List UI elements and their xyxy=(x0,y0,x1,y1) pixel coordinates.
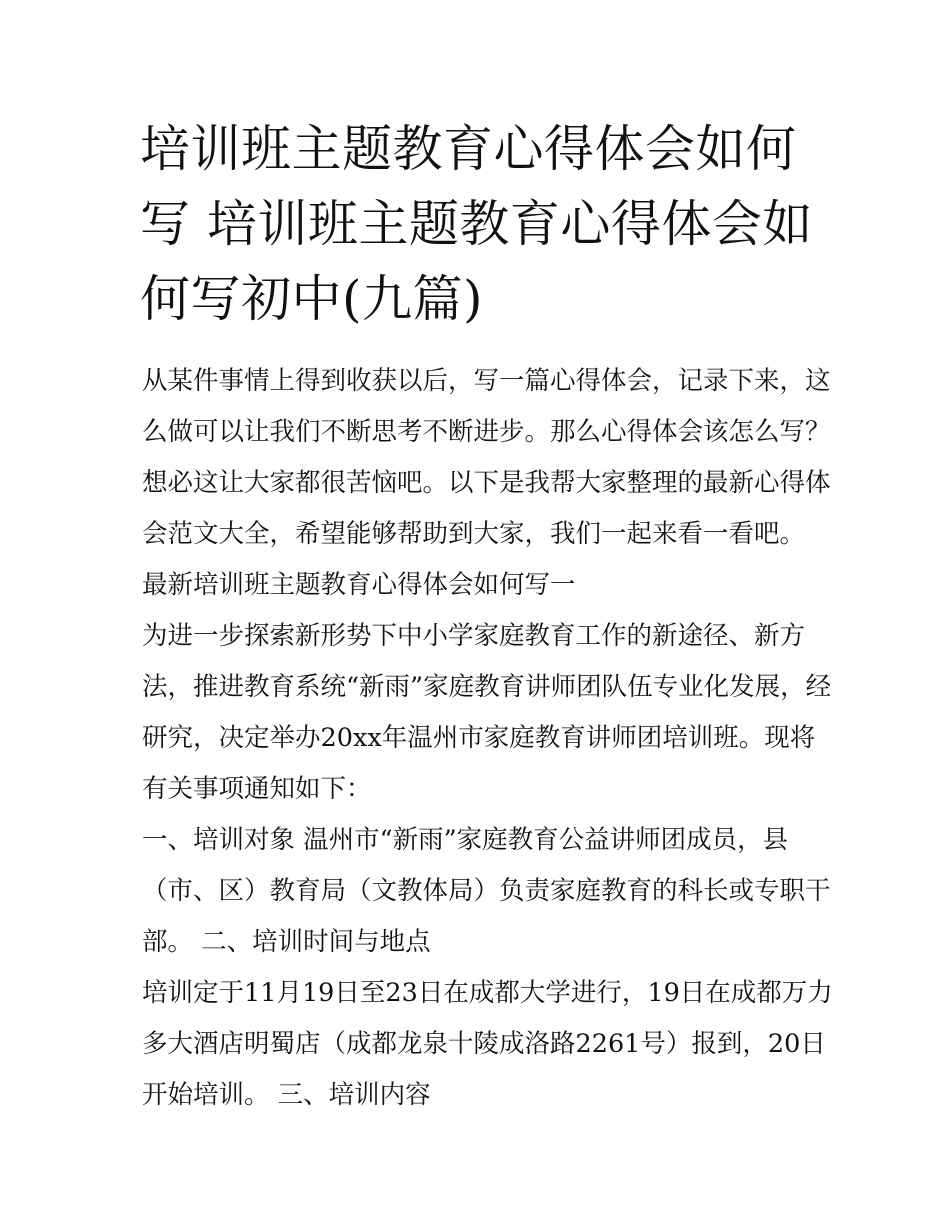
body-line: 法，推进教育系统“新雨”家庭教育讲师团队伍专业化发展，经 xyxy=(142,672,832,702)
body-line: 为进一步探索新形势下中小学家庭教育工作的新途径、新方 xyxy=(142,621,806,651)
body-line: （市、区）教育局（文教体局）负责家庭教育的科长或专职干 xyxy=(142,876,831,906)
body-line: 有关事项通知如下： xyxy=(142,774,372,804)
title-line: 写 培训班主题教育心得体会如 xyxy=(140,195,813,253)
document-title xyxy=(140,112,820,337)
body-line: 开始培训。 三、培训内容 xyxy=(142,1080,431,1110)
body-line: 一、培训对象 温州市“新雨”家庭教育公益讲师团成员，县 xyxy=(142,825,789,855)
body-line: 从某件事情上得到收获以后，写一篇心得体会，记录下来，这 xyxy=(142,366,831,396)
body-line: 部。 二、培训时间与地点 xyxy=(142,927,431,957)
title-line: 何写初中(九篇) xyxy=(140,270,484,328)
document-body xyxy=(142,356,842,1121)
title-line: 培训班主题教育心得体会如何 xyxy=(140,120,797,178)
body-line: 培训定于11月19日至23日在成都大学进行，19日在成都万力 xyxy=(142,978,833,1008)
body-line: 研究，决定举办20xx年温州市家庭教育讲师团培训班。现将 xyxy=(142,723,816,753)
section-heading: 最新培训班主题教育心得体会如何写一 xyxy=(142,570,576,600)
body-line: 么做可以让我们不断思考不断进步。那么心得体会该怎么写？ xyxy=(142,417,831,447)
body-line: 多大酒店明蜀店（成都龙泉十陵成洛路2261号）报到，20日 xyxy=(142,1029,826,1059)
body-line: 会范文大全，希望能够帮助到大家，我们一起来看一看吧。 xyxy=(142,519,806,549)
body-line: 想必这让大家都很苦恼吧。以下是我帮大家整理的最新心得体 xyxy=(142,468,831,498)
